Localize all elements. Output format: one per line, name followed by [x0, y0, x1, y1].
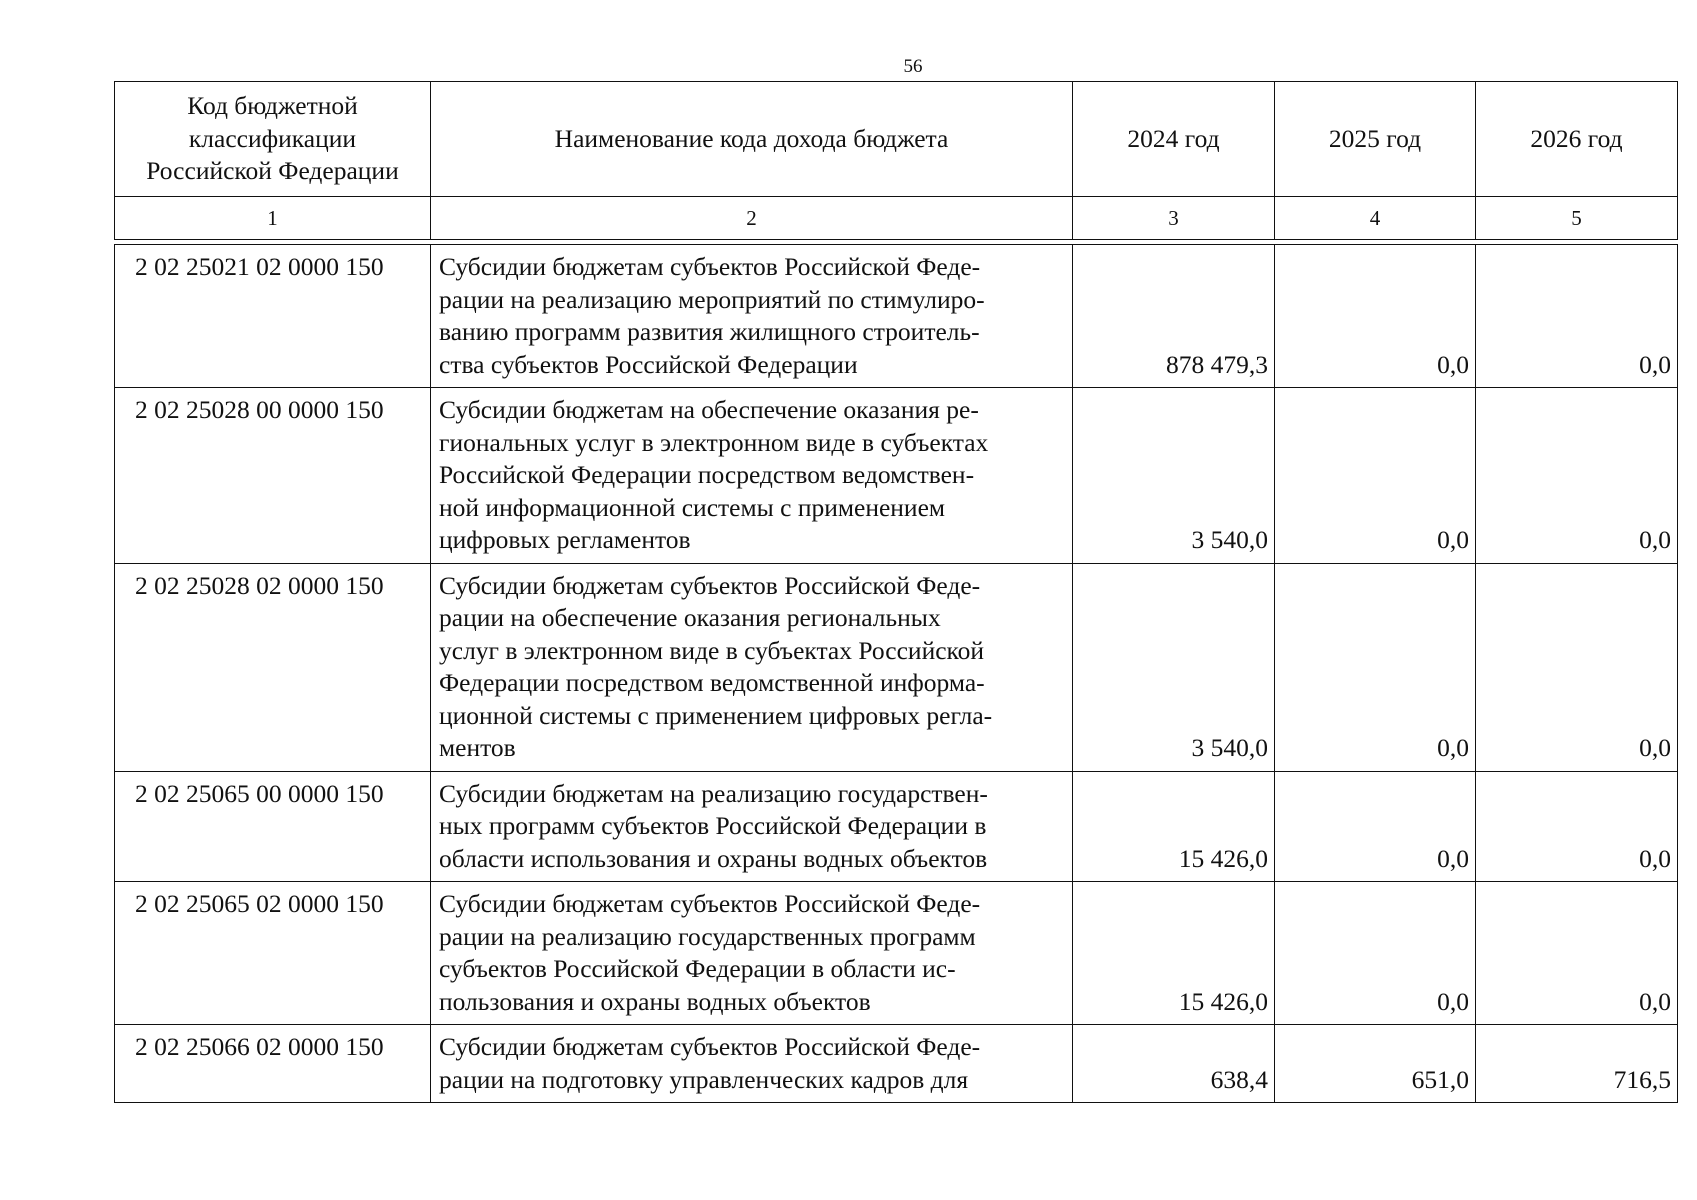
revenue-name-line: Субсидии бюджетам субъектов Российской Феде-	[439, 252, 981, 281]
table-row	[115, 771, 1678, 882]
column-number: 4	[1275, 197, 1476, 240]
revenue-name-line: ванию программ развития жилищного строитель-	[439, 317, 980, 346]
header-code	[115, 82, 431, 197]
revenue-name-line: ства субъектов Российской Федерации	[439, 349, 858, 379]
budget-code-cell: 2 02 25028 00 0000 150	[115, 388, 431, 564]
revenue-name-line: ной информационной системы с применением	[439, 492, 946, 522]
amount-2025-cell: 0,0	[1275, 388, 1476, 564]
table-header-row	[115, 82, 1678, 197]
amount-2025-cell: 0,0	[1275, 245, 1476, 388]
revenue-name-line: Субсидии бюджетам субъектов Российской Феде-	[439, 570, 981, 600]
header-2026: 2026 год	[1476, 82, 1678, 197]
amount-2026-cell: 0,0	[1476, 882, 1678, 1025]
revenue-name-line: Российской Федерации посредством ведомствен-	[439, 460, 975, 489]
budget-revenue-table	[114, 81, 1678, 1103]
amount-2026-cell: 0,0	[1476, 245, 1678, 388]
revenue-name-line: субъектов Российской Федерации в области ис-	[439, 954, 956, 983]
budget-code-cell: 2 02 25021 02 0000 150	[115, 245, 431, 388]
table-body	[115, 240, 1678, 1103]
amount-2024-cell: 15 426,0	[1073, 771, 1275, 882]
column-number: 5	[1476, 197, 1678, 240]
amount-2024-cell: 638,4	[1073, 1025, 1275, 1103]
amount-2026-cell: 0,0	[1476, 563, 1678, 771]
revenue-name-line: рации на обеспечение оказания региональных	[439, 603, 941, 632]
revenue-name-cell	[431, 245, 1073, 388]
revenue-name-line: рации на реализацию мероприятий по стимулиро-	[439, 284, 985, 314]
revenue-name-line: ционной системы с применением цифровых регла-	[439, 700, 993, 730]
revenue-name-line: гиональных услуг в электронном виде в субъектах	[439, 427, 989, 457]
column-number: 1	[115, 197, 431, 240]
table-row	[115, 245, 1678, 388]
revenue-name-line: рации на подготовку управленческих кадров для	[439, 1064, 969, 1094]
revenue-name-line: цифровых регламентов	[439, 525, 691, 554]
revenue-name-cell	[431, 563, 1073, 771]
budget-code-cell: 2 02 25065 00 0000 150	[115, 771, 431, 882]
revenue-name-cell	[431, 388, 1073, 564]
table-row	[115, 882, 1678, 1025]
revenue-name-line: Федерации посредством ведомственной информа-	[439, 668, 985, 697]
revenue-name-cell	[431, 1025, 1073, 1103]
revenue-name-line: области использования и охраны водных объектов	[439, 843, 988, 873]
header-2025: 2025 год	[1275, 82, 1476, 197]
amount-2024-cell: 3 540,0	[1073, 388, 1275, 564]
amount-2025-cell: 0,0	[1275, 882, 1476, 1025]
header-code-line: Российской Федерации	[146, 156, 399, 186]
table-row	[115, 563, 1678, 771]
amount-2026-cell: 0,0	[1476, 388, 1678, 564]
revenue-name-line: Субсидии бюджетам субъектов Российской Феде-	[439, 1032, 981, 1061]
amount-2024-cell: 878 479,3	[1073, 245, 1275, 388]
page-number: 56	[903, 56, 923, 77]
table-row	[115, 388, 1678, 564]
header-name: Наименование кода дохода бюджета	[431, 82, 1073, 197]
amount-2025-cell: 0,0	[1275, 771, 1476, 882]
amount-2024-cell: 15 426,0	[1073, 882, 1275, 1025]
budget-code-cell: 2 02 25066 02 0000 150	[115, 1025, 431, 1103]
budget-code-cell: 2 02 25065 02 0000 150	[115, 882, 431, 1025]
revenue-name-line: пользования и охраны водных объектов	[439, 986, 871, 1016]
header-2024: 2024 год	[1073, 82, 1275, 197]
amount-2024-cell: 3 540,0	[1073, 563, 1275, 771]
amount-2025-cell: 0,0	[1275, 563, 1476, 771]
revenue-name-line: Субсидии бюджетам на реализацию государствен-	[439, 778, 988, 808]
revenue-name-line: ных программ субъектов Российской Федерации в	[439, 811, 987, 840]
amount-2026-cell: 0,0	[1476, 771, 1678, 882]
column-number: 3	[1073, 197, 1275, 240]
amount-2025-cell: 651,0	[1275, 1025, 1476, 1103]
amount-2026-cell: 716,5	[1476, 1025, 1678, 1103]
column-number-row	[115, 197, 1678, 240]
revenue-name-cell	[431, 882, 1073, 1025]
revenue-name-line: ментов	[439, 733, 516, 762]
table-row	[115, 1025, 1678, 1103]
column-number: 2	[431, 197, 1073, 240]
header-code-line: классификации	[188, 123, 357, 153]
revenue-name-line: Субсидии бюджетам субъектов Российской Феде-	[439, 889, 981, 918]
revenue-name-line: услуг в электронном виде в субъектах Российской	[439, 635, 985, 665]
revenue-name-line: Субсидии бюджетам на обеспечение оказания ре-	[439, 395, 979, 424]
budget-code-cell: 2 02 25028 02 0000 150	[115, 563, 431, 771]
revenue-name-cell	[431, 771, 1073, 882]
revenue-name-line: рации на реализацию государственных программ	[439, 921, 976, 951]
header-code-line: Код бюджетной	[187, 91, 358, 121]
